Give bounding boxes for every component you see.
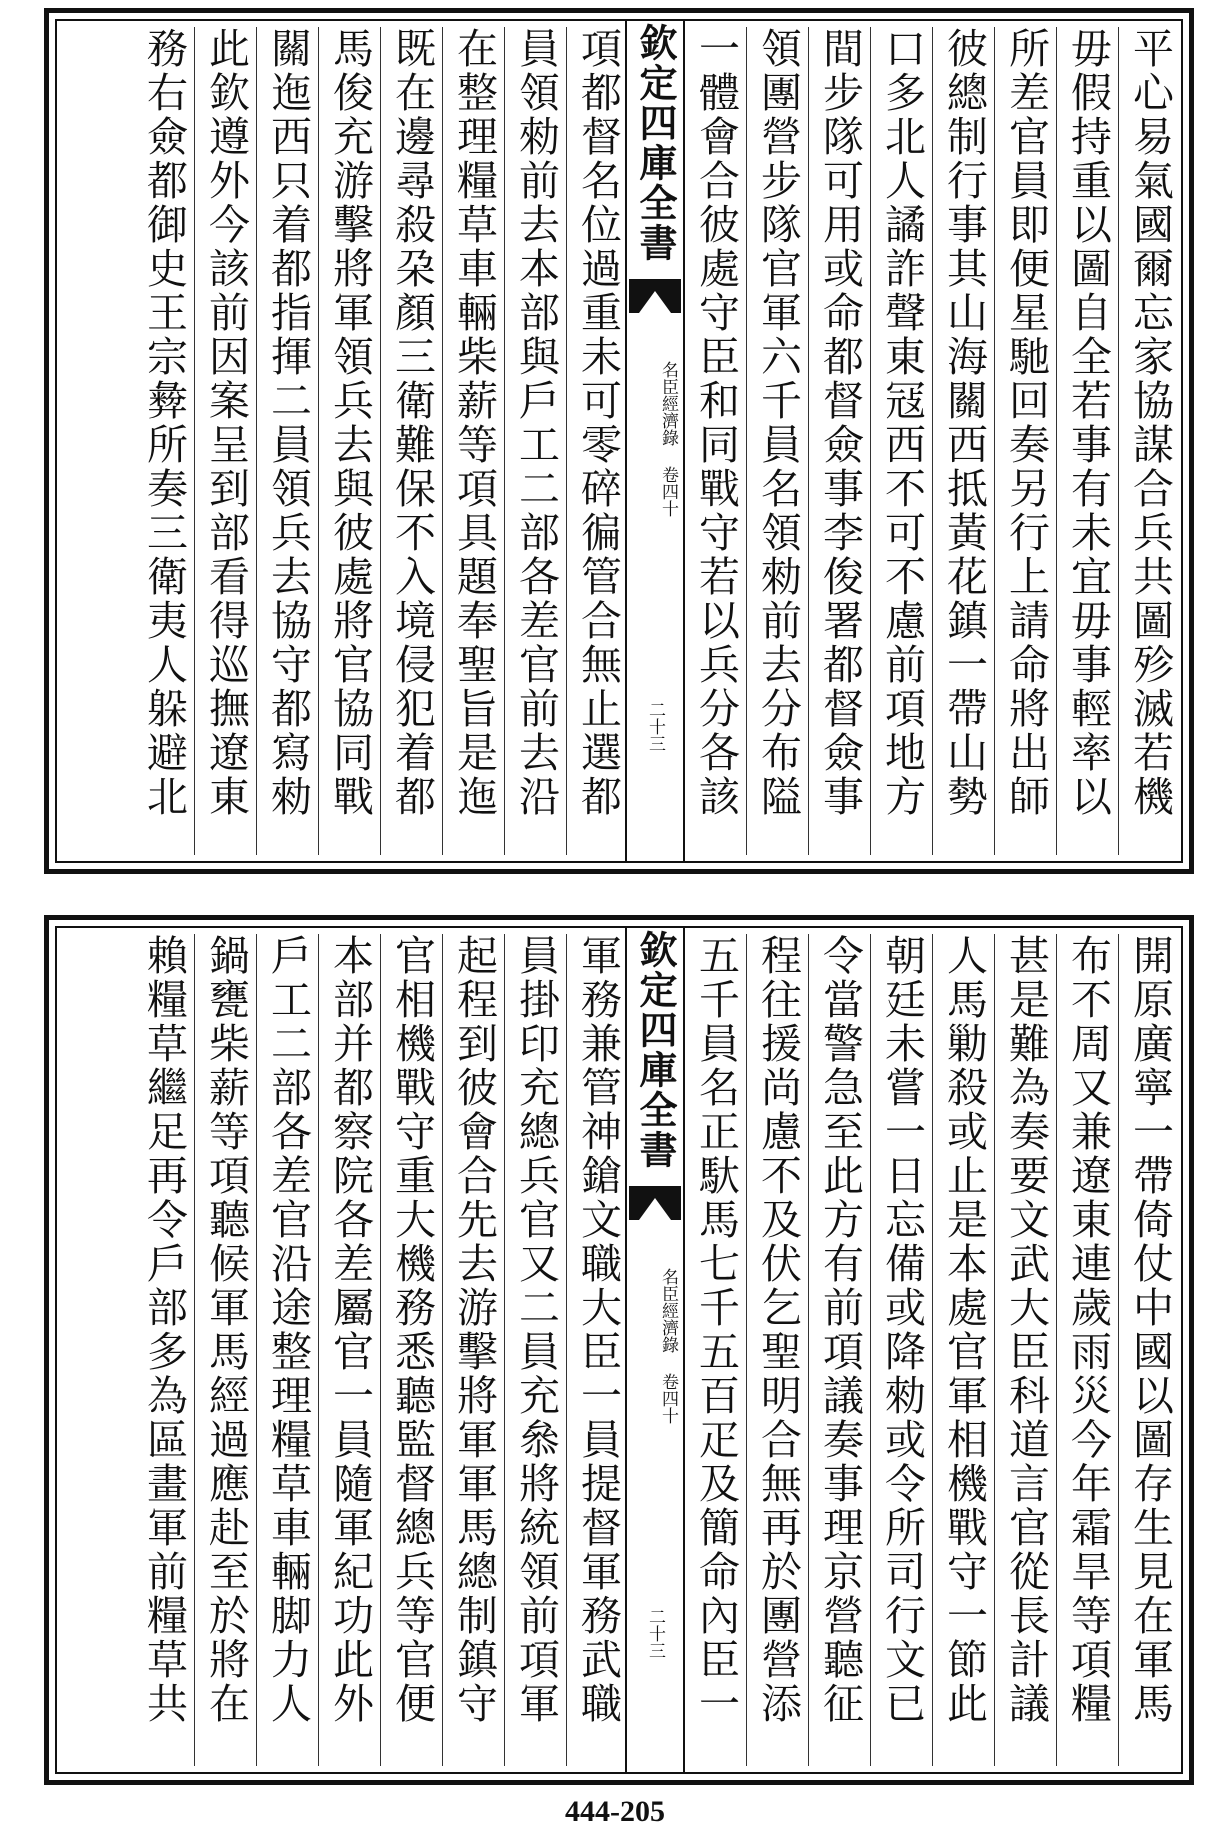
text-column: 五千員名正馱馬七千五百疋及簡命內臣一 (684, 934, 747, 1766)
text-column: 人馬勦殺或止是本處官軍相機戰守一節此 (932, 934, 995, 1766)
top-columns (57, 21, 1181, 861)
text-column: 起程到彼會合先去游擊將軍軍馬總制鎮守 (442, 934, 505, 1766)
chapter-label: 名臣經濟錄 卷四十 (658, 361, 678, 517)
text-column: 員領勑前去本部與戶工二部各差官前去沿 (504, 27, 567, 855)
page-number: 444-205 (565, 1795, 665, 1828)
text-column: 鍋甕柴薪等項聽候軍馬經過應赴至於將在 (194, 934, 257, 1766)
text-column: 布不周又兼遼東連歲雨災今年霜旱等項糧 (1056, 934, 1119, 1766)
text-column: 甚是難為奏要文武大臣科道言官從長計議 (994, 934, 1057, 1766)
page-label: 二十三 (645, 701, 665, 752)
bottom-page (44, 915, 1194, 1785)
text-column: 既在邊尋殺朶顏三衛難保不入境侵犯着都 (380, 27, 443, 855)
fish-tail-mark (629, 1186, 681, 1220)
text-column: 口多北人譎詐聲東冦西不可不慮前項地方 (870, 27, 933, 855)
text-column: 領團營步隊官軍六千員名領勑前去分布隘 (746, 27, 809, 855)
page-center-strip (625, 928, 685, 1772)
text-column: 務右僉都御史王宗彜所奏三衛夷人躲避北 (140, 27, 188, 819)
text-column: 間步隊可用或命都督僉事李俊署都督僉事 (808, 27, 871, 855)
text-column: 官相機戰守重大機務悉聽監督總兵等官便 (380, 934, 443, 1766)
text-column: 軍務兼管神鎗文職大臣一員提督軍務武職 (566, 934, 629, 1766)
text-column: 項都督名位過重未可零碎徧管合無止選都 (566, 27, 629, 855)
text-column: 賴糧草繼足再令戶部多為區畫軍前糧草共 (140, 934, 188, 1726)
text-column: 平心易氣國爾忘家協謀合兵共圖殄滅若機 (1118, 27, 1181, 855)
text-column: 員掛印充總兵官又二員充叅將統領前項軍 (504, 934, 567, 1766)
top-page (44, 8, 1194, 874)
text-column: 此欽遵外今該前因案呈到部看得巡撫遼東 (194, 27, 257, 855)
book-title: 欽定四庫全書 (633, 930, 678, 1170)
page-center-strip (625, 21, 685, 861)
text-column: 本部并都察院各差屬官一員隨軍紀功此外 (318, 934, 381, 1766)
text-column: 關迤西只着都指揮二員領兵去協守都寫勑 (256, 27, 319, 855)
text-column: 開原廣寧一帶倚仗中國以圖存生見在軍馬 (1118, 934, 1181, 1766)
text-column: 戶工二部各差官沿途整理糧草車輛脚力人 (256, 934, 319, 1766)
text-column: 在整理糧草車輛柴薪等項具題奉聖旨是迤 (442, 27, 505, 855)
text-column: 馬俊充游擊將軍領兵去與彼處將官協同戰 (318, 27, 381, 855)
fish-tail-mark (629, 279, 681, 313)
text-column: 彼總制行事其山海關西抵黃花鎮一帶山勢 (932, 27, 995, 855)
book-title: 欽定四庫全書 (633, 23, 678, 263)
text-column: 程往援尚慮不及伏乞聖明合無再於團營添 (746, 934, 809, 1766)
chapter-label: 名臣經濟錄 卷四十 (658, 1268, 678, 1424)
bottom-columns (57, 928, 1181, 1772)
text-column: 令當警急至此方有前項議奏事理京營聽征 (808, 934, 871, 1766)
top-page-frame (55, 19, 1183, 863)
bottom-page-frame (55, 926, 1183, 1774)
text-column: 所差官員即便星馳回奏另行上請命將出師 (994, 27, 1057, 855)
text-column: 毋假持重以圖自全若事有未宜毋事輕率以 (1056, 27, 1119, 855)
page-label: 二十三 (645, 1608, 665, 1659)
text-column: 朝廷未嘗一日忘備或降勑或令所司行文已 (870, 934, 933, 1766)
text-column: 一體會合彼處守臣和同戰守若以兵分各該 (684, 27, 747, 855)
